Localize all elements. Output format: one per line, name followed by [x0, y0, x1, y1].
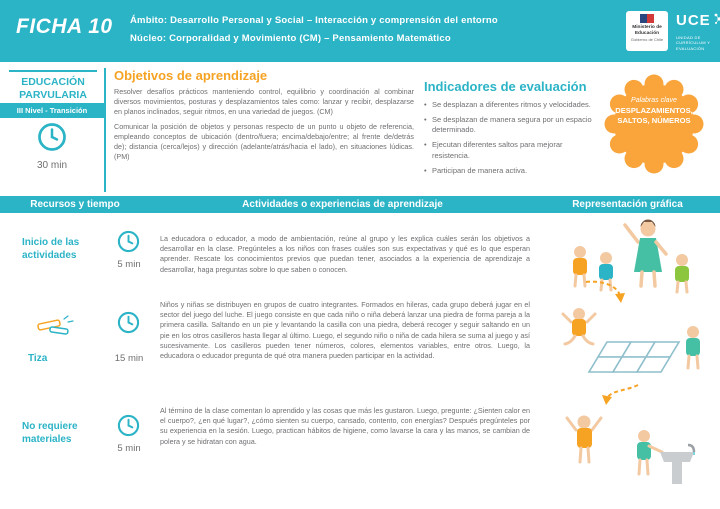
row1-time-label: 5 min — [117, 259, 141, 270]
keywords-flower-icon — [604, 74, 704, 179]
row3-activity-text: Al término de la clase comentan lo aprendido y las cosas que más les gustaron. Luego, pregunte: ¿Sienten calor en el cuerpo?, ¿en qué lugar?, ¿cómo sienten su cuerpo, cansado, contento, con energías? Después pregúnteles por su experiencia en la sesión. Luego, practican hábitos de higiene, como lavarse la cara y las manos, se cambian de polera y se hidratan con agua. — [160, 406, 530, 446]
mineduc-logo-name: Ministerio de Educación — [632, 25, 662, 36]
table-header-bar — [0, 196, 720, 213]
column-header-representacion: Representación gráfica — [572, 199, 683, 210]
objectives-body — [114, 87, 414, 168]
indicator-item: • Se desplazan de manera segura por un espacio determinado. — [424, 115, 602, 135]
ficha-number: FICHA 10 — [16, 15, 113, 38]
uce-molecule-icon — [713, 12, 720, 32]
row1-activity-text: La educadora o educador, a modo de ambientación, reúne al grupo y les explica cuáles serán los objetivos a desarrollar en la clase. Pregúnteles a los niños con frases cuáles son sus expectativas y qué es lo que esperan aprender. Rescate los conocimientos previos que puedan tener, asociados a la experiencia de aprendizaje a desarrollar, haga preguntas sobre lo que saben o conocen. — [160, 234, 530, 274]
uce-logo-sub: UNIDAD DE CURRÍCULUM Y EVALUACIÓN — [676, 35, 711, 51]
chalk-icon — [34, 312, 76, 343]
keywords-badge — [610, 97, 698, 127]
program-label: EDUCACIÓN PARVULARIA — [9, 70, 97, 107]
vertical-divider — [104, 68, 106, 192]
indicator-item: • Participan de manera activa. — [424, 166, 602, 176]
indicators-list — [424, 100, 602, 181]
keywords-label: Palabras clave — [631, 97, 677, 104]
header-bar — [0, 0, 720, 62]
objective-paragraph: Comunicar la posición de objetos y personas respecto de un punto u objeto de referencia, empleando conceptos de ubicación (dentro/fuera; encima/debajo/entre; al frente de/detrás de); distancia (cerca/lejos) y dirección (adelante/atrás/hacia el lado), en situaciones lúdicas. (PM) — [114, 122, 414, 162]
row3-time-label: 5 min — [117, 443, 141, 454]
objective-paragraph: Resolver desafíos prácticos manteniendo control, equilibrio y coordinación al combinar diversos movimientos, posturas y desplazamientos tales como: lanzar y recibir, desplazarse en planos inclinados, seguir ritmos, en una variedad de juegos. (CM) — [114, 87, 414, 117]
mineduc-logo-sub: Gobierno de Chile — [630, 37, 664, 43]
indicators-title: Indicadores de evaluación — [424, 79, 587, 94]
level-badge: III Nivel - Transición — [0, 103, 104, 118]
duration-clock-icon — [37, 122, 67, 157]
mineduc-logo — [626, 11, 668, 51]
indicator-item: • Se desplazan a diferentes ritmos y velocidades. — [424, 100, 602, 110]
row2-resource-label: Tiza — [28, 353, 48, 364]
uce-logo-name: UCE — [676, 12, 711, 29]
row1-resource-label: Inicio de las actividades — [22, 237, 80, 261]
nucleo-line: Núcleo: Corporalidad y Movimiento (CM) – Pensamiento Matemático — [130, 33, 451, 44]
row3-clock-icon — [117, 414, 140, 442]
column-header-recursos: Recursos y tiempo — [30, 199, 120, 210]
objectives-title: Objetivos de aprendizaje — [114, 68, 268, 83]
row2-time-label: 15 min — [114, 353, 144, 364]
indicator-item: • Ejecutan diferentes saltos para mejorar resistencia. — [424, 140, 602, 160]
row3-resource-label: No requiere materiales — [22, 421, 78, 445]
row2-clock-icon — [117, 311, 140, 339]
ambito-line: Ámbito: Desarrollo Personal y Social – Interacción y comprensión del entorno — [130, 15, 498, 26]
mineduc-emblem-icon — [640, 14, 654, 23]
keywords-words: DESPLAZAMIENTOS, SALTOS, NÚMEROS — [615, 106, 693, 126]
row1-clock-icon — [117, 230, 140, 258]
column-header-actividades: Actividades o experiencias de aprendizaje — [242, 199, 443, 210]
row2-activity-text: Niños y niñas se distribuyen en grupos de cuatro integrantes. Formados en hileras, cada grupo deberá jugar en el sector del juego del luche. El juego consiste en que cada niño o niña deberá lanzar una piedra de forma pareja a la primera casilla. Saltando en un pie y levantando la casilla con una piedra, deberá recoger y seguir saltando en un pie en los otros casilleros hasta llegar al último. Luego, el segundo niño o niña de cada hilera se suma al juego y así sucesivamente. Los casilleros pueden tener números, colores, elementos variables, entre otros. Luego, la educadora o educador pregunta de qué otra manera pueden participar en la actividad. — [160, 300, 530, 361]
duration-label: 30 min — [36, 160, 67, 171]
uce-logo — [676, 12, 718, 51]
illustration-hygiene — [552, 400, 710, 505]
